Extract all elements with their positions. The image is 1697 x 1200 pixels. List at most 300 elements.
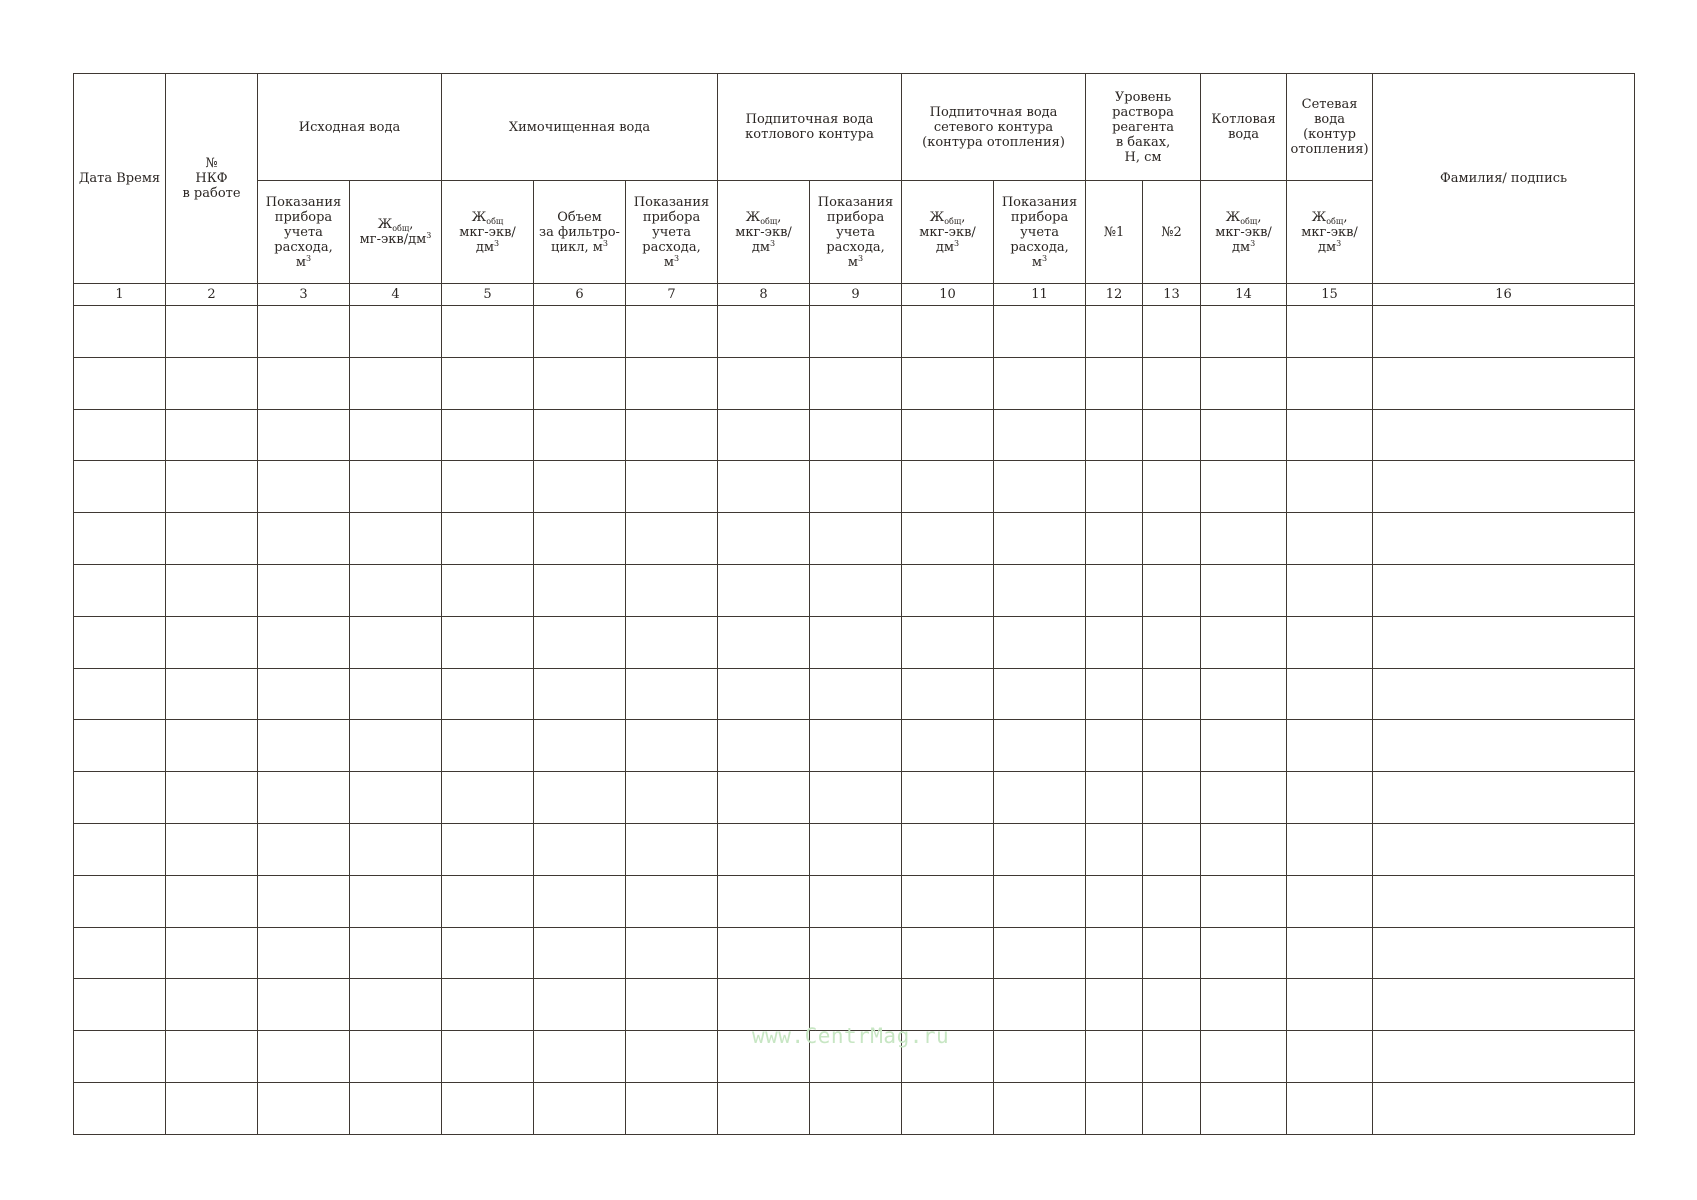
entry-cell: [1201, 823, 1287, 875]
entry-cell: [810, 875, 902, 927]
entry-cell: [74, 1082, 166, 1134]
entry-cell: [902, 616, 994, 668]
entry-cell: [534, 357, 626, 409]
entry-cell: [534, 979, 626, 1031]
entry-cell: [350, 979, 442, 1031]
header-surname-signature: Фамилия/ подпись: [1373, 74, 1635, 284]
entry-cell: [902, 306, 994, 358]
sub-filter-cycle-volume: Объем за фильтро- цикл, $м^3$: [534, 181, 626, 284]
entry-cell: [994, 306, 1086, 358]
entry-cell: [718, 875, 810, 927]
entry-cell: [1287, 513, 1373, 565]
entry-cell: [1086, 409, 1143, 461]
entry-cell: [902, 875, 994, 927]
entry-cell: [350, 306, 442, 358]
entry-cell: [902, 772, 994, 824]
entry-cell: [1287, 668, 1373, 720]
entry-cell: [626, 1031, 718, 1083]
entry-cell: [810, 461, 902, 513]
column-number: 12: [1086, 284, 1143, 306]
entry-cell: [1143, 564, 1201, 616]
entry-cell: [1086, 616, 1143, 668]
header-source-water: Исходная вода: [258, 74, 442, 181]
entry-cell: [166, 772, 258, 824]
entry-cell: [258, 1031, 350, 1083]
entry-cell: [442, 513, 534, 565]
entry-cell: [1287, 823, 1373, 875]
entry-cell: [442, 461, 534, 513]
entry-cell: [810, 513, 902, 565]
entry-cell: [442, 1031, 534, 1083]
entry-cell: [810, 927, 902, 979]
entry-cell: [1201, 927, 1287, 979]
entry-cell: [74, 772, 166, 824]
table-row: [74, 564, 1635, 616]
entry-cell: [1086, 357, 1143, 409]
entry-cell: [350, 513, 442, 565]
entry-cell: [166, 357, 258, 409]
entry-cell: [718, 409, 810, 461]
entry-cell: [626, 875, 718, 927]
entry-cell: [74, 979, 166, 1031]
entry-cell: [74, 823, 166, 875]
entry-cell: [1287, 564, 1373, 616]
entry-cell: [350, 720, 442, 772]
entry-cell: [350, 461, 442, 513]
entry-cell: [350, 1031, 442, 1083]
column-number: 4: [350, 284, 442, 306]
entry-cell: [1201, 1082, 1287, 1134]
entry-cell: [166, 720, 258, 772]
entry-cell: [166, 875, 258, 927]
entry-cell: [1086, 564, 1143, 616]
entry-cell: [74, 1031, 166, 1083]
entry-cell: [626, 772, 718, 824]
entry-cell: [74, 564, 166, 616]
column-number: 5: [442, 284, 534, 306]
table-row: [74, 720, 1635, 772]
entry-cell: [718, 823, 810, 875]
entry-cell: [166, 1031, 258, 1083]
table-row: [74, 668, 1635, 720]
entry-cell: [718, 306, 810, 358]
entry-cell: [1143, 513, 1201, 565]
sub-hardness-mkg: $Ж_{общ}$ мкг-экв/ $дм^3$: [442, 181, 534, 284]
entry-cell: [74, 357, 166, 409]
entry-cell: [1373, 564, 1635, 616]
entry-cell: [626, 357, 718, 409]
entry-cell: [1201, 513, 1287, 565]
header-boiler-makeup-water: Подпиточная вода котлового контура: [718, 74, 902, 181]
entry-cell: [994, 409, 1086, 461]
entry-cell: [902, 564, 994, 616]
entry-cell: [810, 668, 902, 720]
entry-cell: [810, 720, 902, 772]
entry-cell: [718, 668, 810, 720]
column-number-row: [74, 284, 1635, 306]
entry-cell: [166, 979, 258, 1031]
entry-cell: [1143, 927, 1201, 979]
sub-tank-2: №2: [1143, 181, 1201, 284]
column-number: 14: [1201, 284, 1287, 306]
entry-cell: [1086, 306, 1143, 358]
entry-cell: [442, 357, 534, 409]
entry-cell: [810, 1082, 902, 1134]
entry-cell: [1287, 720, 1373, 772]
entry-cell: [166, 513, 258, 565]
entry-cell: [1287, 772, 1373, 824]
entry-cell: [1287, 875, 1373, 927]
entry-cell: [626, 461, 718, 513]
table-row: [74, 513, 1635, 565]
entry-cell: [74, 720, 166, 772]
entry-cell: [1086, 1031, 1143, 1083]
entry-cell: [1086, 979, 1143, 1031]
entry-cell: [350, 823, 442, 875]
entry-cell: [1201, 564, 1287, 616]
entry-cell: [1287, 461, 1373, 513]
sub-hardness-mkg: $Ж_{общ}$, мкг-экв/ $дм^3$: [902, 181, 994, 284]
entry-cell: [1143, 979, 1201, 1031]
entry-cell: [534, 1082, 626, 1134]
entry-cell: [718, 513, 810, 565]
entry-cell: [166, 823, 258, 875]
column-number: 6: [534, 284, 626, 306]
entry-cell: [902, 1082, 994, 1134]
entry-cell: [166, 306, 258, 358]
entry-cell: [1373, 616, 1635, 668]
entry-cell: [994, 927, 1086, 979]
entry-cell: [166, 409, 258, 461]
column-number: 2: [166, 284, 258, 306]
entry-cell: [534, 1031, 626, 1083]
column-number: 8: [718, 284, 810, 306]
entry-cell: [1373, 927, 1635, 979]
entry-cell: [1201, 979, 1287, 1031]
entry-cell: [810, 306, 902, 358]
entry-cell: [1201, 461, 1287, 513]
entry-cell: [1201, 1031, 1287, 1083]
entry-cell: [810, 616, 902, 668]
header-reagent-level: Уровень раствора реагента в баках, Н, см: [1086, 74, 1201, 181]
entry-cell: [1373, 1031, 1635, 1083]
entry-cell: [994, 979, 1086, 1031]
entry-cell: [258, 772, 350, 824]
table-row: [74, 409, 1635, 461]
entry-cell: [810, 357, 902, 409]
entry-cell: [1373, 306, 1635, 358]
entry-cell: [1143, 1082, 1201, 1134]
entry-cell: [258, 306, 350, 358]
entry-cell: [534, 306, 626, 358]
watermark: www.CentrMag.ru: [752, 1024, 950, 1048]
entry-cell: [258, 823, 350, 875]
journal-entries: [74, 306, 1635, 1135]
entry-cell: [902, 461, 994, 513]
entry-cell: [74, 927, 166, 979]
entry-cell: [994, 823, 1086, 875]
entry-cell: [1143, 357, 1201, 409]
entry-cell: [350, 616, 442, 668]
entry-cell: [1373, 1082, 1635, 1134]
entry-cell: [166, 461, 258, 513]
entry-cell: [902, 513, 994, 565]
entry-cell: [442, 564, 534, 616]
entry-cell: [1373, 823, 1635, 875]
entry-cell: [1287, 1031, 1373, 1083]
entry-cell: [258, 513, 350, 565]
entry-cell: [1201, 409, 1287, 461]
entry-cell: [626, 927, 718, 979]
entry-cell: [1201, 875, 1287, 927]
entry-cell: [718, 927, 810, 979]
entry-cell: [1143, 1031, 1201, 1083]
entry-cell: [442, 668, 534, 720]
entry-cell: [1143, 616, 1201, 668]
table-row: [74, 772, 1635, 824]
entry-cell: [258, 927, 350, 979]
entry-cell: [1143, 461, 1201, 513]
entry-cell: [534, 927, 626, 979]
entry-cell: [258, 875, 350, 927]
column-number: 9: [810, 284, 902, 306]
column-number: 1: [74, 284, 166, 306]
entry-cell: [994, 1031, 1086, 1083]
entry-cell: [718, 979, 810, 1031]
entry-cell: [902, 823, 994, 875]
entry-cell: [1086, 875, 1143, 927]
entry-cell: [74, 616, 166, 668]
entry-cell: [442, 823, 534, 875]
sub-hardness-mkg: $Ж_{общ}$, мкг-экв/ $дм^3$: [718, 181, 810, 284]
entry-cell: [1287, 409, 1373, 461]
entry-cell: [994, 772, 1086, 824]
entry-cell: [1143, 409, 1201, 461]
entry-cell: [1086, 513, 1143, 565]
entry-cell: [1143, 772, 1201, 824]
entry-cell: [810, 772, 902, 824]
entry-cell: [74, 875, 166, 927]
entry-cell: [350, 1082, 442, 1134]
entry-cell: [442, 979, 534, 1031]
entry-cell: [718, 616, 810, 668]
entry-cell: [1373, 979, 1635, 1031]
table-row: [74, 461, 1635, 513]
entry-cell: [258, 564, 350, 616]
header-date-time: Дата Время: [74, 74, 166, 284]
header-softened-water: Химочищенная вода: [442, 74, 718, 181]
header-nkf: № НКФ в работе: [166, 74, 258, 284]
sub-meter-reading: Показания прибора учета расхода, $м^3$: [810, 181, 902, 284]
entry-cell: [350, 875, 442, 927]
entry-cell: [258, 616, 350, 668]
entry-cell: [442, 1082, 534, 1134]
entry-cell: [534, 720, 626, 772]
entry-cell: [1086, 720, 1143, 772]
entry-cell: [534, 513, 626, 565]
entry-cell: [534, 772, 626, 824]
table-row: [74, 979, 1635, 1031]
entry-cell: [166, 1082, 258, 1134]
column-number: 7: [626, 284, 718, 306]
entry-cell: [718, 1082, 810, 1134]
entry-cell: [1287, 979, 1373, 1031]
sub-meter-reading: Показания прибора учета расхода, $м^3$: [626, 181, 718, 284]
entry-cell: [258, 357, 350, 409]
sub-hardness-mkg: $Ж_{общ}$, мкг-экв/ $дм^3$: [1201, 181, 1287, 284]
table-row: [74, 616, 1635, 668]
entry-cell: [1201, 357, 1287, 409]
water-treatment-journal-table: [73, 73, 1635, 1135]
entry-cell: [166, 927, 258, 979]
column-number: 15: [1287, 284, 1373, 306]
entry-cell: [350, 668, 442, 720]
entry-cell: [1373, 720, 1635, 772]
entry-cell: [166, 668, 258, 720]
entry-cell: [626, 409, 718, 461]
table-row: [74, 306, 1635, 358]
entry-cell: [1143, 306, 1201, 358]
entry-cell: [626, 564, 718, 616]
entry-cell: [442, 616, 534, 668]
entry-cell: [1373, 875, 1635, 927]
entry-cell: [810, 409, 902, 461]
entry-cell: [1201, 306, 1287, 358]
entry-cell: [1287, 306, 1373, 358]
entry-cell: [74, 306, 166, 358]
entry-cell: [534, 409, 626, 461]
entry-cell: [902, 409, 994, 461]
entry-cell: [1287, 1082, 1373, 1134]
entry-cell: [1287, 927, 1373, 979]
table-row: [74, 927, 1635, 979]
column-number: 16: [1373, 284, 1635, 306]
column-number: 10: [902, 284, 994, 306]
entry-cell: [258, 1082, 350, 1134]
entry-cell: [1373, 772, 1635, 824]
entry-cell: [718, 461, 810, 513]
entry-cell: [258, 668, 350, 720]
entry-cell: [626, 1082, 718, 1134]
entry-cell: [258, 979, 350, 1031]
entry-cell: [994, 461, 1086, 513]
entry-cell: [534, 564, 626, 616]
table-row: [74, 357, 1635, 409]
entry-cell: [1086, 1082, 1143, 1134]
header-boiler-water: Котловая вода: [1201, 74, 1287, 181]
header-row-1: [74, 74, 1635, 181]
entry-cell: [626, 513, 718, 565]
entry-cell: [1201, 616, 1287, 668]
entry-cell: [534, 461, 626, 513]
entry-cell: [1373, 513, 1635, 565]
entry-cell: [994, 668, 1086, 720]
entry-cell: [1287, 357, 1373, 409]
entry-cell: [718, 772, 810, 824]
entry-cell: [74, 668, 166, 720]
entry-cell: [534, 875, 626, 927]
entry-cell: [1086, 668, 1143, 720]
sub-tank-1: №1: [1086, 181, 1143, 284]
entry-cell: [442, 306, 534, 358]
entry-cell: [902, 927, 994, 979]
entry-cell: [1201, 668, 1287, 720]
entry-cell: [718, 357, 810, 409]
entry-cell: [994, 1082, 1086, 1134]
table-row: [74, 1082, 1635, 1134]
entry-cell: [166, 564, 258, 616]
entry-cell: [626, 616, 718, 668]
entry-cell: [1143, 823, 1201, 875]
entry-cell: [1143, 668, 1201, 720]
sub-meter-reading: Показания прибора учета расхода, $м^3$: [258, 181, 350, 284]
entry-cell: [74, 461, 166, 513]
entry-cell: [810, 979, 902, 1031]
entry-cell: [442, 875, 534, 927]
entry-cell: [1086, 927, 1143, 979]
entry-cell: [1086, 823, 1143, 875]
entry-cell: [534, 616, 626, 668]
entry-cell: [1201, 772, 1287, 824]
journal-sheet: [73, 73, 1633, 1135]
entry-cell: [1143, 875, 1201, 927]
entry-cell: [534, 668, 626, 720]
entry-cell: [166, 616, 258, 668]
entry-cell: [442, 772, 534, 824]
sub-meter-reading: Показания прибора учета расхода, $м^3$: [994, 181, 1086, 284]
sub-hardness-mkg: $Ж_{общ}$, мкг-экв/ $дм^3$: [1287, 181, 1373, 284]
entry-cell: [442, 720, 534, 772]
entry-cell: [74, 409, 166, 461]
entry-cell: [534, 823, 626, 875]
entry-cell: [258, 409, 350, 461]
entry-cell: [994, 357, 1086, 409]
entry-cell: [258, 461, 350, 513]
entry-cell: [626, 979, 718, 1031]
entry-cell: [1373, 668, 1635, 720]
entry-cell: [994, 720, 1086, 772]
entry-cell: [1086, 772, 1143, 824]
header-network-makeup-water: Подпиточная вода сетевого контура (контура отопления): [902, 74, 1086, 181]
entry-cell: [1373, 461, 1635, 513]
entry-cell: [1143, 720, 1201, 772]
entry-cell: [1373, 409, 1635, 461]
entry-cell: [994, 875, 1086, 927]
entry-cell: [994, 564, 1086, 616]
column-number: 13: [1143, 284, 1201, 306]
entry-cell: [994, 513, 1086, 565]
entry-cell: [350, 564, 442, 616]
table-row: [74, 875, 1635, 927]
entry-cell: [902, 668, 994, 720]
entry-cell: [74, 513, 166, 565]
header-network-water: Сетевая вода (контур отопления): [1287, 74, 1373, 181]
entry-cell: [350, 927, 442, 979]
entry-cell: [626, 823, 718, 875]
entry-cell: [994, 616, 1086, 668]
entry-cell: [1373, 357, 1635, 409]
entry-cell: [258, 720, 350, 772]
entry-cell: [1287, 616, 1373, 668]
entry-cell: [626, 306, 718, 358]
column-number: 3: [258, 284, 350, 306]
sub-hardness-mg: $Ж_{общ}$, $мг-экв/дм^3$: [350, 181, 442, 284]
column-number: 11: [994, 284, 1086, 306]
entry-cell: [350, 772, 442, 824]
entry-cell: [442, 409, 534, 461]
entry-cell: [902, 720, 994, 772]
entry-cell: [1201, 720, 1287, 772]
